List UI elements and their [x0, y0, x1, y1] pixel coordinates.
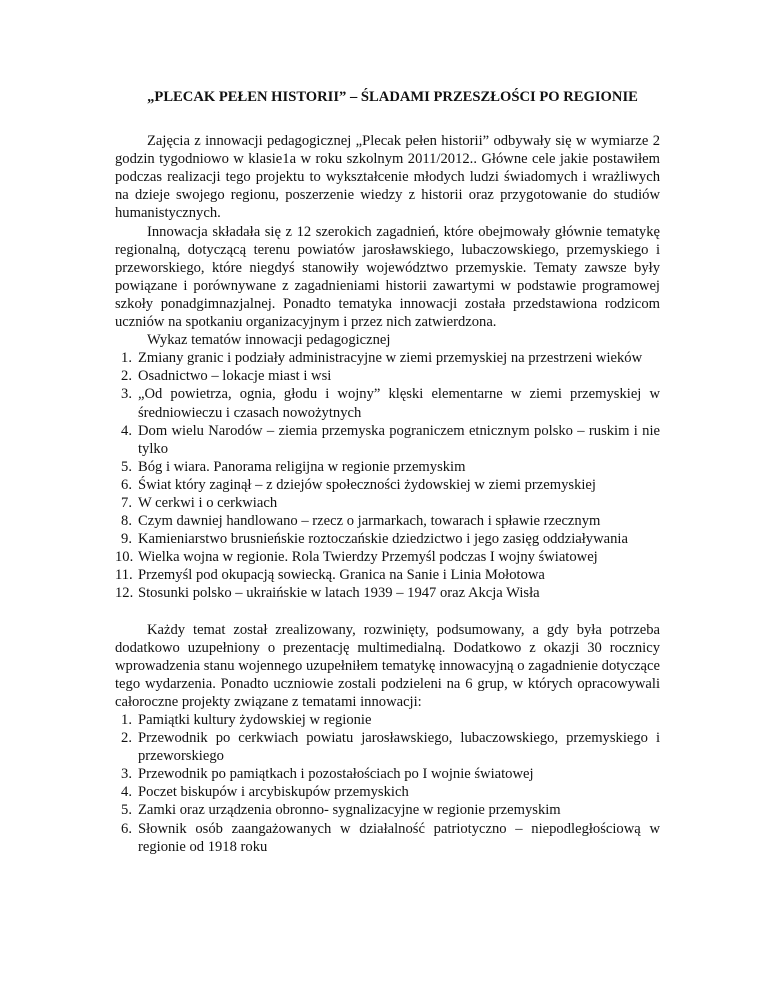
list-item-number: 9.: [121, 531, 132, 548]
list-item: [115, 422, 660, 458]
list-item-text: Słownik osób zaangażowanych w działalność patriotyczno – niepodległościową w regionie od 1918 roku: [138, 820, 660, 855]
list-item-number: 7.: [121, 494, 132, 511]
list-item-number: 2.: [121, 730, 132, 747]
topics-heading: Wykaz tematów innowacji pedagogicznej: [147, 332, 391, 349]
list-item-text: Zamki oraz urządzenia obronno- sygnalizacyjne w regionie przemyskim: [138, 802, 561, 819]
list-item: [115, 476, 660, 494]
list-item-text: „Od powietrza, ognia, głodu i wojny” klęski elementarne w ziemi przemyskiej w średniowieczu i czasach nowożytnych: [138, 386, 660, 421]
scope-paragraph: Innowacja składała się z 12 szerokich zagadnień, które obejmowały głównie tematykę regionalną, dotyczącą terenu powiatów jarosławskiego, lubaczowskiego, przemyskiego i przeworskiego, które niegdyś stanowiły województwo przemyskie. Tematy zawsze były powiązane i porównywane z zagadnieniami historii zawartymi w podstawie programowej szkoły ponadgimnazjalnej. Ponadto tematyka innowacji została przedstawiona rodzicom uczniów na spotkaniu organizacyjnym i przez nich zatwierdzona.: [115, 223, 660, 331]
list-item: [115, 494, 660, 512]
list-item-text: W cerkwi i o cerkwiach: [138, 494, 278, 511]
list-item: [115, 548, 660, 566]
list-item-number: 11.: [115, 567, 133, 584]
realization-paragraph: Każdy temat został zrealizowany, rozwinięty, podsumowany, a gdy była potrzeba dodatkowo uzupełniony o prezentację multimedialną. Dodatkowo z okazji 30 rocznicy wprowadzenia stanu wojennego uzupełniłem tematykę innowacyjną o zagadnienie dotyczące tego wydarzenia. Ponadto uczniowie zostali podzieleni na 6 grup, w których opracowywali całoroczne projekty związane z tematami innowacji:: [115, 621, 660, 710]
list-item-text: Stosunki polsko – ukraińskie w latach 1939 – 1947 oraz Akcja Wisła: [138, 585, 540, 602]
list-item-text: Dom wielu Narodów – ziemia przemyska pograniczem etnicznym polsko – ruskim i nie tylko: [138, 422, 660, 457]
list-item-text: Poczet biskupów i arcybiskupów przemyskich: [138, 784, 409, 801]
list-item: [115, 458, 660, 476]
list-item: [115, 801, 660, 819]
list-item: [115, 765, 660, 783]
list-item-number: 12.: [115, 585, 134, 602]
list-item-number: 8.: [121, 513, 132, 530]
list-item-number: 3.: [121, 386, 132, 403]
list-item-text: Bóg i wiara. Panorama religijna w regionie przemyskim: [138, 458, 466, 475]
list-item-number: 5.: [121, 802, 132, 819]
list-item: [115, 783, 660, 801]
list-item-number: 6.: [121, 820, 132, 837]
list-item: [115, 711, 660, 729]
list-item: [115, 530, 660, 548]
intro-paragraph: Zajęcia z innowacji pedagogicznej „Plecak pełen historii” odbywały się w wymiarze 2 godzin tygodniowo w klasie1a w roku szkolnym 2011/2012.. Główne cele jakie postawiłem podczas realizacji tego projektu to wykształcenie młodych ludzi świadomych i wrażliwych na dzieje swojego regionu, poszerzenie wiedzy z historii oraz przygotowanie do studiów humanistycznych.: [115, 133, 660, 222]
list-item-text: Wielka wojna w regionie. Rola Twierdzy Przemyśl podczas I wojny światowej: [138, 549, 598, 566]
list-item-text: Kamieniarstwo brusnieńskie roztoczańskie dziedzictwo i jego zasięg oddziaływania: [138, 531, 628, 548]
list-item: [115, 367, 660, 385]
list-item-text: Świat który zaginął – z dziejów społeczności żydowskiej w ziemi przemyskiej: [138, 476, 596, 493]
list-item: [115, 820, 660, 856]
list-item: [115, 349, 660, 367]
list-item-text: Przemyśl pod okupacją sowiecką. Granica na Sanie i Linia Mołotowa: [138, 567, 545, 584]
list-item-text: Przewodnik po pamiątkach i pozostałościach po I wojnie światowej: [138, 766, 534, 783]
list-item: [115, 566, 660, 584]
list-item-number: 6.: [121, 476, 132, 493]
list-item-text: Osadnictwo – lokacje miast i wsi: [138, 368, 332, 385]
list-item-number: 2.: [121, 368, 132, 385]
list-item: [115, 512, 660, 530]
paragraph-spacer: [115, 603, 660, 621]
projects-list: [115, 711, 660, 856]
list-item-text: Przewodnik po cerkwiach powiatu jarosławskiego, lubaczowskiego, przemyskiego i przeworskiego: [138, 730, 660, 765]
list-item-number: 10.: [115, 549, 134, 566]
list-item-text: Czym dawniej handlowano – rzecz o jarmarkach, towarach i spławie rzecznym: [138, 513, 601, 530]
list-item-number: 5.: [121, 458, 132, 475]
list-item-number: 3.: [121, 766, 132, 783]
list-item-number: 1.: [121, 712, 132, 728]
list-item-text: Pamiątki kultury żydowskiej w regionie: [138, 712, 372, 728]
list-item: [115, 729, 660, 765]
document-title: „PLECAK PEŁEN HISTORII” – ŚLADAMI PRZESZŁOŚCI PO REGIONIE: [147, 89, 638, 105]
list-item-number: 4.: [121, 784, 132, 801]
list-item-number: 4.: [121, 422, 132, 439]
list-item: [115, 584, 660, 602]
list-item-number: 1.: [121, 350, 132, 367]
list-item: [115, 385, 660, 421]
list-item-text: Zmiany granic i podziały administracyjne w ziemi przemyskiej na przestrzeni wieków: [138, 350, 643, 367]
topics-list: [115, 349, 660, 602]
